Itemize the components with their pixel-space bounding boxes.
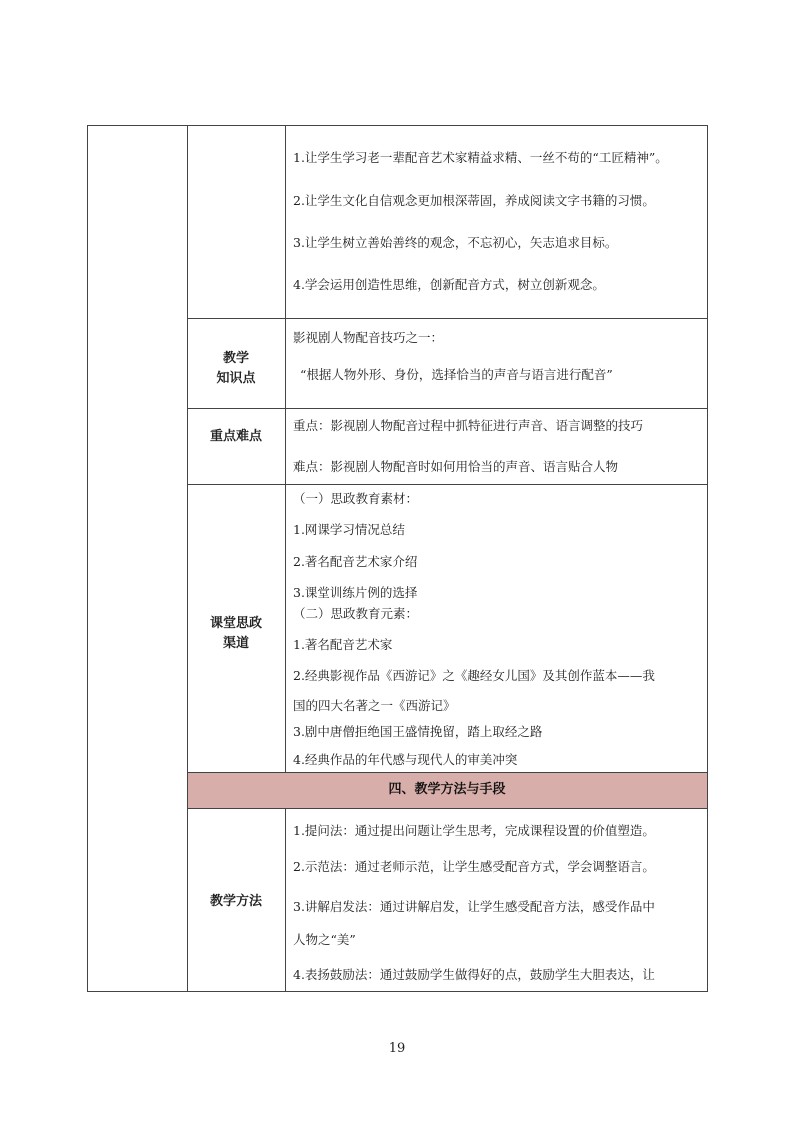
ideology-line: 国的四大名著之一《西游记》 [293, 698, 456, 713]
ideology-line: 2.经典影视作品《西游记》之《趣经女儿国》及其创作蓝本——我 [293, 668, 655, 683]
goal-item: 1.让学生学习老一辈配音艺术家精益求精、一丝不苟的“工匠精神”。 [293, 150, 668, 165]
difficulty-line: 难点：影视剧人物配音时如何用恰当的声音、语言贴合人物 [293, 459, 619, 474]
method-line: 4.表扬鼓励法：通过鼓励学生做得好的点，鼓励学生大胆表达，让 [293, 967, 655, 982]
ideology-line: 1.著名配音艺术家 [293, 637, 393, 652]
methods-label: 教学方法 [209, 894, 262, 909]
method-line: 3.讲解启发法：通过讲解启发，让学生感受配音方法，感受作品中 [293, 899, 655, 914]
method-line: 2.示范法：通过老师示范，让学生感受配音方式，学会调整语言。 [293, 859, 655, 874]
ideology-label [187, 614, 285, 654]
page-number: 19 [388, 1041, 406, 1056]
keypoints-label: 重点难点 [209, 429, 262, 444]
keypoint-line: 重点：影视剧人物配音过程中抓特征进行声音、语言调整的技巧 [293, 418, 644, 433]
goal-item: 3.让学生树立善始善终的观念，不忘初心，矢志追求目标。 [293, 235, 618, 250]
goal-item: 4.学会运用创造性思维，创新配音方式，树立创新观念。 [293, 277, 605, 292]
ideology-line: （二）思政教育元素： [293, 606, 419, 621]
knowledge-label [187, 349, 285, 389]
goal-item: 2.让学生文化自信观念更加根深蒂固，养成阅读文字书籍的习惯。 [293, 193, 655, 208]
knowledge-line: “根据人物外形、身份，选择恰当的声音与语言进行配音” [300, 367, 613, 382]
ideology-label-line2: 渠道 [222, 636, 249, 651]
ideology-line: 1.网课学习情况总结 [293, 522, 405, 537]
ideology-line: 4.经典作品的年代感与现代人的审美冲突 [293, 752, 518, 767]
method-line: 1.提问法：通过提出问题让学生思考，完成课程设置的价值塑造。 [293, 823, 655, 838]
knowledge-line: 影视剧人物配音技巧之一： [293, 330, 444, 345]
ideology-line: （一）思政教育素材： [293, 491, 419, 506]
ideology-label-line1: 课堂思政 [209, 616, 262, 631]
ideology-line: 2.著名配音艺术家介绍 [293, 554, 418, 569]
section-header: 四、教学方法与手段 [388, 782, 506, 797]
ideology-line: 3.剧中唐僧拒绝国王盛情挽留，踏上取经之路 [293, 724, 543, 739]
knowledge-label-line2: 知识点 [216, 371, 256, 386]
ideology-line: 3.课堂训练片例的选择 [293, 585, 418, 600]
method-line: 人物之“美” [293, 932, 356, 947]
knowledge-label-line1: 教学 [222, 351, 249, 366]
